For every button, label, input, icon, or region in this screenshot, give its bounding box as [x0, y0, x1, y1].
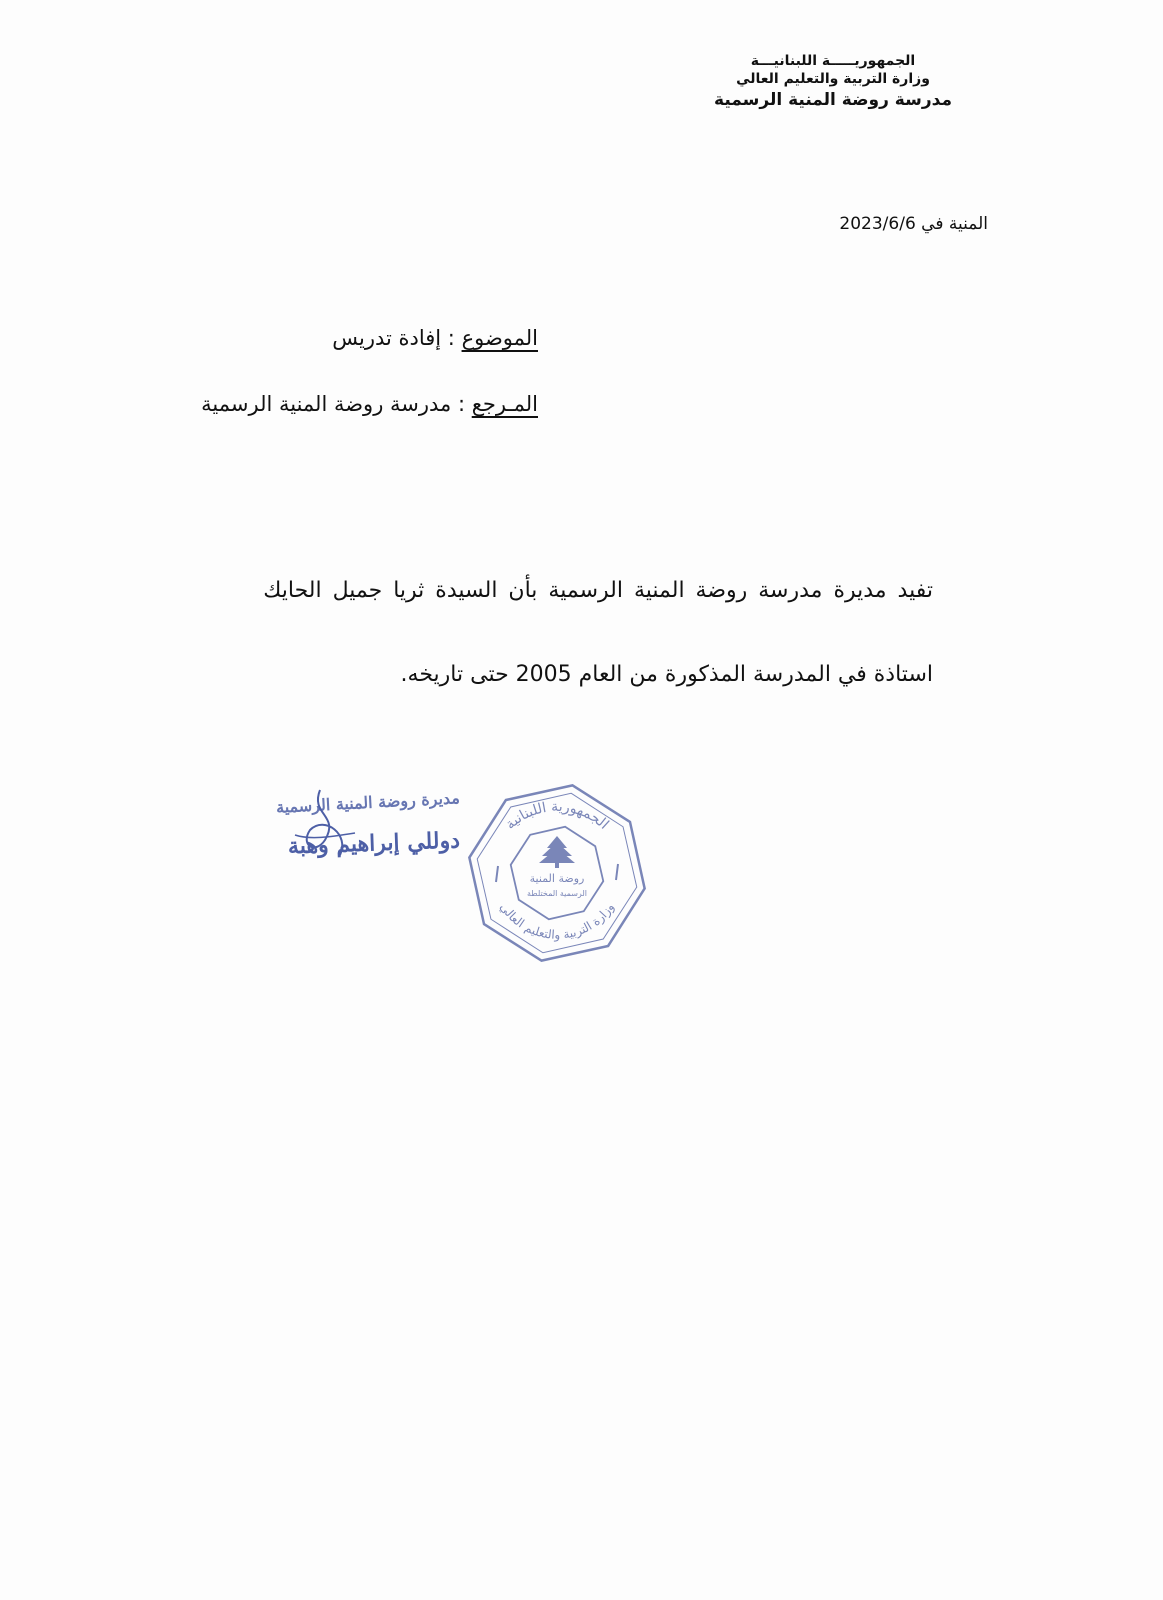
signature-block: [200, 788, 461, 860]
letterhead: [633, 52, 1033, 112]
letterhead-republic: الجمهوريـــــة اللبنانيـــة: [750, 53, 916, 69]
signature-name: دوللي إبراهيم وهبة: [287, 827, 461, 860]
letter-date: المنية في 2023/6/6: [839, 214, 988, 234]
reference-label: المـرجع: [471, 392, 538, 416]
body-line-1: تفيد مديرة مدرسة روضة المنية الرسمية بأن السيدة ثريا جميل الحايك: [263, 578, 933, 603]
subject-line: [332, 326, 538, 350]
subject-label: الموضوع: [461, 326, 538, 350]
body-line-2: استاذة في المدرسة المذكورة من العام 2005 حتى تاريخه.: [400, 662, 933, 687]
seal-inner-text-1: روضة المنية: [529, 872, 585, 885]
official-seal: [462, 778, 652, 968]
reference-value: : مدرسة روضة المنية الرسمية: [201, 392, 472, 416]
signature-title: مديرة روضة المنية الرسمية: [275, 788, 461, 817]
subject-value: : إفادة تدريس: [332, 326, 462, 350]
letterhead-ministry: وزارة التربية والتعليم العالي: [736, 71, 930, 87]
seal-outer-top-text: الجمهورية اللبنانية: [502, 798, 612, 833]
cedar-icon: [539, 836, 575, 868]
letterhead-school: مدرسة روضة المنية الرسمية: [714, 90, 952, 110]
handwritten-signature: [280, 785, 370, 865]
seal-inner-text-2: الرسمية المختلطة: [526, 889, 588, 898]
seal-outer-bottom-text: وزارة التربية والتعليم العالي: [497, 900, 617, 942]
reference-line: [201, 392, 538, 416]
seal-stamp-graphic: [462, 778, 652, 968]
